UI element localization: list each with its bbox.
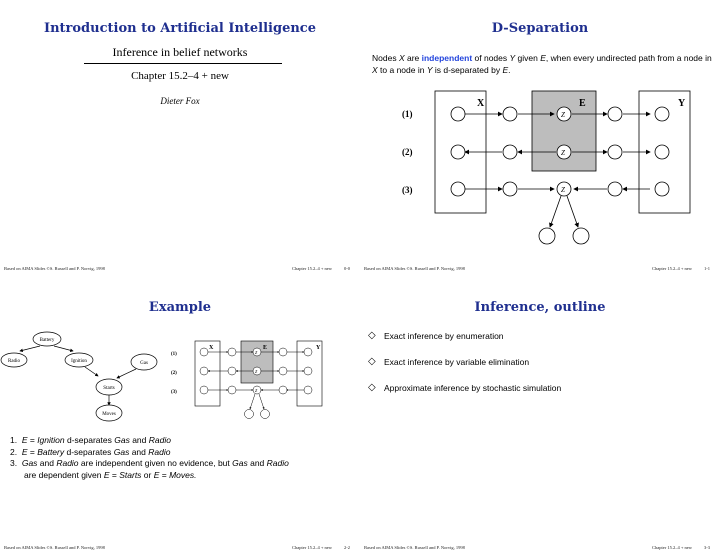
keyword-independent: independent <box>421 53 473 63</box>
svg-text:E: E <box>263 345 268 351</box>
footer-chapter: Chapter 15.2–4 + new <box>291 266 332 271</box>
footer-credit: Based on AIMA Slides ©S. Russell and P. Norvig, 1998 <box>4 545 105 550</box>
slide-heading: Inference, outline <box>474 300 606 315</box>
author-name: Dieter Fox <box>160 96 200 106</box>
slide-inference-outline <box>360 279 720 557</box>
svg-text:Starts: Starts <box>103 386 115 391</box>
footer-right <box>280 545 350 550</box>
bullet-item: ◇ Approximate inference by stochastic simulation <box>368 382 562 393</box>
svg-text:Ignition: Ignition <box>71 359 87 364</box>
z-node-3: Z <box>561 186 565 194</box>
slide-heading: D-Separation <box>491 21 589 36</box>
footer-page: 3-3 <box>704 545 710 550</box>
list-item: 1. E = Ignition d-separates Gas and Radio <box>10 435 171 445</box>
slide-d-separation <box>360 0 720 278</box>
svg-text:X: X <box>209 345 214 351</box>
diamond-bullet-icon: ◇ <box>368 382 376 393</box>
footer-credit: Based on AIMA Slides ©S. Russell and P. Norvig, 1998 <box>364 266 465 271</box>
footer-credit: Based on AIMA Slides ©S. Russell and P. Norvig, 1998 <box>364 545 465 550</box>
example-list <box>10 435 289 481</box>
slide-title-heading: Introduction to Artificial Intelligence <box>43 21 316 36</box>
svg-text:Moves: Moves <box>102 412 116 417</box>
diamond-bullet-icon: ◇ <box>368 356 376 367</box>
footer-chapter: Chapter 15.2–4 + new <box>651 545 692 550</box>
footer-right <box>280 266 350 271</box>
z-node-2: Z <box>561 149 565 157</box>
list-item: 3. Gas and Radio are independent given no evidence, but Gas and Radio <box>10 458 289 468</box>
label-x: X <box>477 98 485 109</box>
row-label-3: (3) <box>402 185 413 195</box>
footer-chapter: Chapter 15.2–4 + new <box>291 545 332 550</box>
svg-text:(3): (3) <box>171 390 177 395</box>
row1-chain <box>451 107 669 121</box>
bullet-item: ◇ Exact inference by enumeration <box>368 330 504 341</box>
list-item: 2. E = Battery d-separates Gas and Radio <box>10 446 171 457</box>
slide-example <box>0 279 360 557</box>
svg-text:(1): (1) <box>171 352 177 357</box>
slide-title <box>0 0 360 278</box>
footer-right <box>640 545 710 550</box>
diamond-bullet-icon: ◇ <box>368 330 376 341</box>
footer-page: 0-0 <box>344 266 350 271</box>
slide-heading: Example <box>148 300 212 315</box>
svg-text:Radio: Radio <box>8 359 20 364</box>
row-label-1: (1) <box>402 109 413 119</box>
svg-text:Y: Y <box>316 345 321 351</box>
subtitle-rule <box>84 63 282 64</box>
footer-credit: Based on AIMA Slides ©S. Russell and P. Norvig, 1998 <box>4 266 105 271</box>
row-label-2: (2) <box>402 147 413 157</box>
svg-text:Gas: Gas <box>140 361 148 366</box>
slide-subtitle: Inference in belief networks <box>112 45 248 59</box>
z-node-1: Z <box>561 111 565 119</box>
list-item-continued: are dependent given E = Starts or E = Moves. <box>24 469 197 480</box>
bullet-item: ◇ Exact inference by variable elimination <box>368 356 530 367</box>
footer-page: 1-1 <box>704 266 710 271</box>
svg-text:Z: Z <box>255 350 258 355</box>
svg-text:Z: Z <box>255 388 258 393</box>
svg-text:(2): (2) <box>171 371 177 376</box>
footer-chapter: Chapter 15.2–4 + new <box>651 266 692 271</box>
definition-paragraph: Nodes X are independent of nodes Y given E, when every undirected path from a node in X to a node in Y is d-separated by E. <box>372 53 712 75</box>
footer-page: 2-2 <box>344 545 350 550</box>
chapter-label: Chapter 15.2–4 + new <box>131 70 229 82</box>
d-separation-diagram <box>360 0 720 278</box>
footer-right <box>640 266 710 271</box>
label-y: Y <box>678 98 686 109</box>
label-e: E <box>579 98 586 109</box>
svg-text:Z: Z <box>255 369 258 374</box>
svg-text:Battery: Battery <box>39 338 55 343</box>
row2-fork <box>451 145 669 159</box>
